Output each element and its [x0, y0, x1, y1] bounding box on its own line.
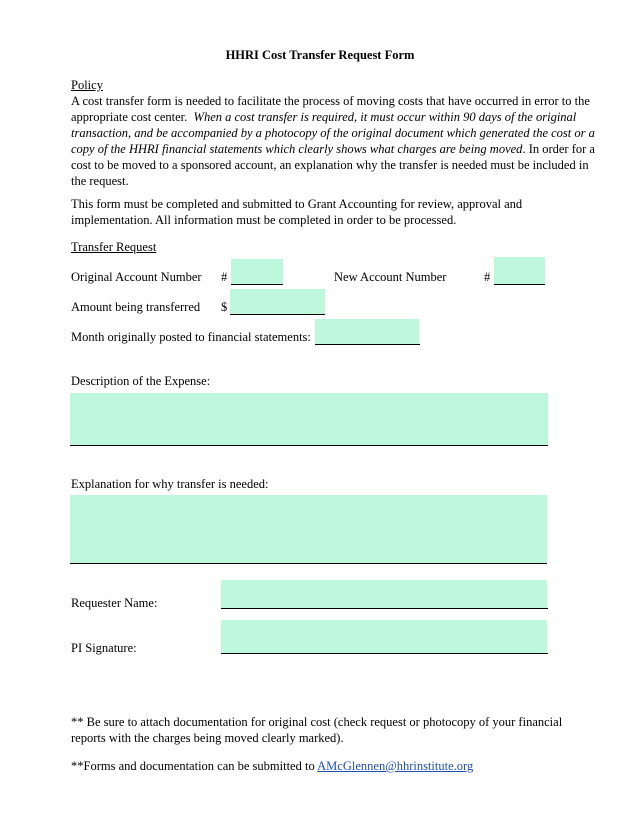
explanation-underline	[70, 563, 547, 564]
original-account-hash: #	[221, 270, 228, 284]
requester-input[interactable]	[221, 580, 547, 608]
pi-signature-label: PI Signature:	[71, 641, 137, 655]
explanation-input[interactable]	[70, 495, 547, 563]
new-account-underline	[494, 284, 545, 285]
month-input[interactable]	[315, 319, 419, 344]
new-account-input[interactable]	[494, 257, 545, 284]
original-account-input[interactable]	[231, 259, 283, 284]
description-input[interactable]	[70, 393, 548, 445]
submit-email-link[interactable]: AMcGlennen@hhrinstitute.org	[317, 759, 474, 773]
submit-note	[71, 759, 473, 774]
amount-underline	[230, 314, 325, 315]
transfer-heading: Transfer Request	[71, 240, 157, 254]
attach-note: ** Be sure to attach documentation for original cost (check request or photocopy of your financial reports with the charges being moved clearly marked).	[71, 715, 563, 745]
policy-text-italic: When a cost transfer is required, it must occur within 90 days of the original transaction, and be accompanied by a photocopy of the original document which generated the cost or a copy of the HHRI financial statements which clearly shows what charges are being moved	[71, 110, 595, 156]
original-account-underline	[231, 284, 283, 285]
description-label: Description of the Expense:	[71, 374, 211, 388]
new-account-hash: #	[484, 270, 491, 284]
pi-signature-input[interactable]	[221, 620, 547, 653]
requester-label: Requester Name:	[71, 596, 158, 610]
requester-underline	[221, 608, 548, 609]
description-underline	[70, 445, 548, 446]
pi-signature-underline	[221, 653, 548, 654]
instructions-paragraph: This form must be completed and submitted to Grant Accounting for review, approval and implementation. All information must be completed in order to be processed.	[71, 197, 523, 227]
policy-paragraph	[71, 93, 601, 189]
explanation-label: Explanation for why transfer is needed:	[71, 477, 269, 491]
amount-dollar: $	[221, 300, 228, 314]
submit-note-prefix: **Forms and documentation can be submitted to	[71, 759, 315, 773]
policy-text-1: A cost transfer form is needed to facilitate the process of moving costs that have occurred in error to the appropriate cost center.	[71, 94, 590, 124]
original-account-label: Original Account Number	[71, 270, 202, 284]
page-title: HHRI Cost Transfer Request Form	[225, 48, 415, 62]
policy-text-2: . In order for a cost to be moved to a sponsored account, an explanation why the transfer is needed must be included in the request.	[71, 142, 595, 188]
policy-heading: Policy	[71, 78, 103, 92]
new-account-label: New Account Number	[334, 270, 447, 284]
month-underline	[315, 344, 420, 345]
amount-input[interactable]	[230, 289, 325, 314]
amount-label: Amount being transferred	[71, 300, 201, 314]
month-label: Month originally posted to financial statements:	[71, 330, 311, 344]
